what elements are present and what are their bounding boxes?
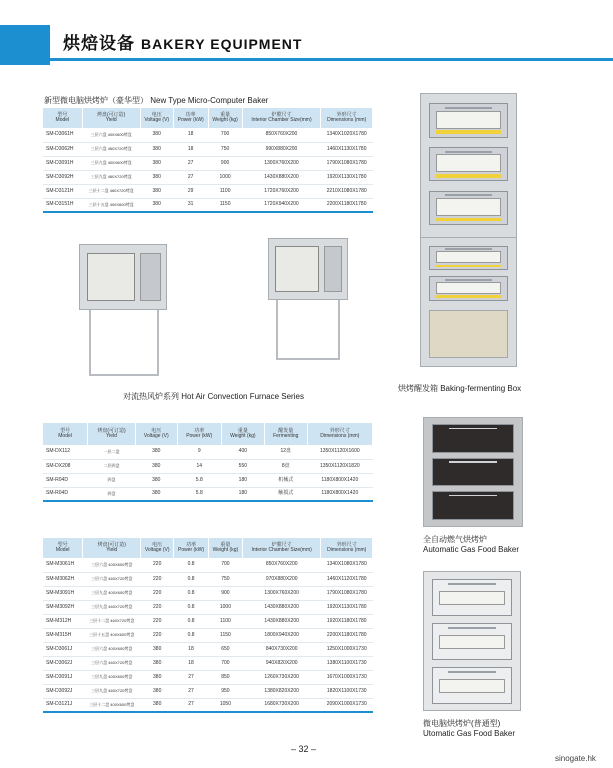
cell-yield: 三层十二盘 400X600烤盘: [83, 698, 141, 712]
cell-voltage: 380: [141, 670, 174, 684]
table-row: [43, 128, 373, 142]
column-header-cn: 外形尺寸: [336, 111, 357, 118]
cell-interior: 1720X940X200: [242, 198, 321, 212]
cell-dimensions: 1180X800X1420: [307, 473, 372, 487]
caption-micro-baker-cn: 微电脑烘烤炉(普通型): [423, 719, 501, 728]
column-header: [141, 538, 174, 558]
cell-dimensions: 1920X1180X1780: [321, 614, 373, 628]
column-header-cn: 电压: [152, 541, 163, 548]
cell-model: SM-D3151H: [43, 198, 82, 212]
column-header: [177, 423, 221, 445]
cell-model: SM-M315H: [43, 628, 83, 642]
cell-model: SM-D3092J: [43, 684, 83, 698]
table-row: [43, 459, 373, 473]
cell-interior: 970X880X200: [242, 572, 321, 586]
cell-power: 27: [174, 670, 209, 684]
image-micro-computer-baker-ordinary: [423, 571, 521, 711]
cell-power: 9: [177, 445, 221, 459]
cell-interior: 1300X760X200: [242, 586, 321, 600]
cell-weight: 700: [208, 558, 242, 572]
cell-model: SM-D3121J: [43, 698, 83, 712]
column-header-en: Power (kW): [178, 547, 205, 553]
column-header: [321, 108, 373, 128]
cell-model: SM-M3062H: [43, 572, 83, 586]
cell-power: 18: [173, 142, 208, 156]
column-header-cn: 重量: [220, 541, 231, 548]
cell-power: 27: [174, 698, 209, 712]
cell-power: 14: [177, 459, 221, 473]
cell-yield: 四盘: [88, 473, 136, 487]
cell-voltage: 380: [140, 128, 173, 142]
cell-weight: 900: [208, 586, 242, 600]
cell-voltage: 380: [140, 184, 173, 198]
cell-voltage: 380: [135, 459, 177, 473]
cell-voltage: 220: [141, 572, 174, 586]
column-header: [140, 108, 173, 128]
cell-voltage: 380: [141, 698, 174, 712]
cell-interior: 1380X820X200: [242, 684, 321, 698]
column-header: [208, 108, 242, 128]
column-header-cn: 外形尺寸: [336, 541, 357, 548]
caption-fermenting-box: 烘烤醒发箱 Baking-fermenting Box: [398, 384, 522, 393]
cell-yield: 四盘: [88, 487, 136, 501]
cell-weight: 550: [221, 459, 264, 473]
cell-yield: 三层十二盘 460X720烤盘: [82, 184, 140, 198]
column-header-en: Voltage (V): [144, 117, 170, 123]
table-row: [43, 142, 373, 156]
cell-yield: 三层九盘 400X600烤盘: [83, 586, 141, 600]
column-header-en: Fermenting: [273, 433, 299, 439]
image-deck-oven-1: [420, 93, 517, 251]
page-title-en: BAKERY EQUIPMENT: [141, 36, 303, 52]
cell-weight: 700: [208, 128, 242, 142]
cell-yield: 三层六盘 460X720烤盘: [82, 142, 140, 156]
column-header-en: Voltage (V): [143, 433, 169, 439]
cell-model: SM-D3062J: [43, 656, 83, 670]
cell-weight: 650: [208, 642, 242, 656]
column-header-en: Dimensions (mm): [327, 117, 367, 123]
column-header: [43, 538, 83, 558]
cell-power: 18: [174, 656, 209, 670]
cell-weight: 400: [221, 445, 264, 459]
cell-yield: 三层十五盘 400X600烤盘: [82, 198, 140, 212]
oven-deck: [432, 424, 514, 452]
cell-weight: 750: [208, 142, 242, 156]
column-header-en: Weight (kg): [230, 433, 256, 439]
cell-power: 5.8: [177, 473, 221, 487]
column-header: [43, 108, 82, 128]
cell-power: 0.8: [174, 586, 209, 600]
table-header-row: [43, 538, 373, 558]
cell-interior: 940X820X200: [242, 656, 321, 670]
column-header-cn: 重量: [237, 427, 248, 434]
table-row: [43, 656, 373, 670]
section-title-micro-computer-baker: 新型微电脑烘烤炉（豪华型） New Type Micro-Computer Baker: [44, 96, 269, 105]
column-header-en: Power (kW): [177, 117, 204, 123]
cell-weight: 1050: [208, 698, 242, 712]
cell-weight: 900: [208, 156, 242, 170]
cell-model: SM-D3092H: [43, 170, 82, 184]
cell-dimensions: 1920X1130X1780: [321, 600, 373, 614]
image-convection-oven-2: [268, 238, 348, 300]
oven-deck: [432, 667, 513, 704]
table-row: [43, 558, 373, 572]
cell-voltage: 380: [141, 656, 174, 670]
cell-power: 18: [174, 642, 209, 656]
cell-yield: 三层九盘 400X600烤盘: [82, 156, 140, 170]
column-header-cn: 炉膛尺寸: [271, 541, 292, 548]
column-header-cn: 电压: [151, 111, 162, 118]
cell-interior: 1680X730X200: [242, 698, 321, 712]
table-general-baker: [43, 538, 373, 713]
column-header-en: Interior Chamber Size(mm): [251, 117, 312, 123]
cell-voltage: 380: [135, 445, 177, 459]
cell-interior: 1300X760X200: [242, 156, 321, 170]
table-row: [43, 586, 373, 600]
header-accent-block: [0, 25, 50, 65]
cell-yield: 一层二盘: [88, 445, 136, 459]
table-row: [43, 572, 373, 586]
table-micro-computer-baker: [43, 108, 373, 213]
cell-model: SM-M312H: [43, 614, 83, 628]
table-row: [43, 156, 373, 170]
cell-yield: 三层九盘 460X720烤盘: [83, 684, 141, 698]
cell-dimensions: 1380X1100X1730: [321, 656, 373, 670]
column-header: [221, 423, 264, 445]
table-row: [43, 600, 373, 614]
table-row: [43, 184, 373, 198]
cell-weight: 1150: [208, 628, 242, 642]
caption-gas-baker-cn: 全自动燃气烘烤炉: [423, 535, 487, 544]
cell-voltage: 220: [141, 558, 174, 572]
cell-model: SM-D3121H: [43, 184, 82, 198]
cell-voltage: 380: [140, 170, 173, 184]
cell-power: 31: [173, 198, 208, 212]
column-header-cn: 功率: [185, 111, 196, 118]
cell-weight: 700: [208, 656, 242, 670]
cell-model: SM-D3061H: [43, 128, 82, 142]
cell-model: SM-DX208: [43, 459, 88, 473]
table-row: [43, 198, 373, 212]
cell-dimensions: 1790X1080X1780: [321, 156, 373, 170]
oven-deck: [429, 191, 509, 225]
cell-voltage: 380: [140, 142, 173, 156]
page-title: [63, 29, 302, 54]
column-header-cn: 型号: [57, 541, 68, 548]
oven-deck: [432, 579, 513, 616]
cell-power: 27: [173, 156, 208, 170]
cell-weight: 1000: [208, 600, 242, 614]
table-row: [43, 473, 373, 487]
cell-dimensions: 1350X1120X1820: [307, 459, 372, 473]
column-header: [242, 538, 321, 558]
cell-weight: 750: [208, 572, 242, 586]
cell-weight: 1100: [208, 184, 242, 198]
cell-dimensions: 1920X1130X1780: [321, 170, 373, 184]
cell-dimensions: 1820X1100X1730: [321, 684, 373, 698]
column-header: [43, 423, 88, 445]
cell-interior: 1430X880X200: [242, 170, 321, 184]
fermenting-cabinet: [429, 310, 509, 359]
column-header-cn: 型号: [60, 427, 71, 434]
image-gas-food-baker: [423, 417, 523, 527]
oven-deck: [429, 276, 509, 300]
column-header: [242, 108, 321, 128]
table-header-row: [43, 423, 373, 445]
column-header: [88, 423, 136, 445]
cell-power: 5.8: [177, 487, 221, 501]
column-header-en: Voltage (V): [144, 547, 170, 553]
cell-model: SM-R04D: [43, 473, 88, 487]
table-row: [43, 614, 373, 628]
page-title-cn: 烘焙设备: [63, 34, 135, 53]
column-header-cn: 炉膛尺寸: [271, 111, 292, 118]
column-header-cn: 外形尺寸: [329, 427, 350, 434]
caption-micro-baker-en: Utomatic Gas Food Baker: [423, 729, 516, 738]
cell-model: SM-D3091J: [43, 670, 83, 684]
cell-interior: 1260X730X200: [242, 670, 321, 684]
column-header-en: Yield: [105, 117, 117, 123]
cell-voltage: 220: [141, 586, 174, 600]
cell-yield: 三层六盘 460X720烤盘: [83, 656, 141, 670]
cell-weight: 950: [208, 684, 242, 698]
cell-weight: 1100: [208, 614, 242, 628]
column-header: [174, 538, 209, 558]
cell-power: 18: [173, 128, 208, 142]
oven-deck: [429, 147, 509, 181]
image-baking-fermenting-box: [420, 237, 517, 367]
column-header: [321, 538, 373, 558]
cell-interior: 1720X760X200: [242, 184, 321, 198]
cell-power: 0.8: [174, 572, 209, 586]
cell-power: 0.8: [174, 614, 209, 628]
image-convection-rack-2: [276, 300, 340, 360]
table-row: [43, 170, 373, 184]
cell-interior: 850X760X200: [242, 558, 321, 572]
site-watermark: sinogate.hk: [555, 754, 596, 763]
cell-interior: 1430X880X200: [242, 600, 321, 614]
cell-fermenting: 机械式: [264, 473, 307, 487]
cell-power: 27: [174, 684, 209, 698]
cell-yield: 三层六盘 460X720烤盘: [83, 572, 141, 586]
column-header-en: Power (kW): [186, 433, 213, 439]
caption-gas-baker-en: Automatic Gas Food Baker: [423, 545, 520, 554]
column-header-en: Interior Chamber Size(mm): [251, 547, 312, 553]
cell-dimensions: 1250X1000X1730: [321, 642, 373, 656]
column-header: [83, 538, 141, 558]
image-convection-oven-1: [79, 244, 167, 310]
column-header-cn: 烤盘(可订造): [97, 427, 126, 434]
table-row: [43, 628, 373, 642]
cell-voltage: 380: [135, 473, 177, 487]
cell-dimensions: 1340X1080X1780: [321, 558, 373, 572]
cell-dimensions: 2090X1000X1730: [321, 698, 373, 712]
cell-voltage: 220: [141, 614, 174, 628]
column-header-en: Model: [58, 433, 72, 439]
cell-voltage: 380: [140, 156, 173, 170]
oven-deck: [432, 458, 514, 486]
column-header: [264, 423, 307, 445]
header-rule: [50, 58, 613, 61]
cell-dimensions: 1340X1020X1780: [321, 128, 373, 142]
cell-interior: 840X730X200: [242, 642, 321, 656]
cell-model: SM-D3091H: [43, 156, 82, 170]
table-row: [43, 684, 373, 698]
column-header-en: Weight (kg): [212, 117, 238, 123]
cell-interior: 990X880X200: [242, 142, 321, 156]
cell-yield: 二层四盘: [88, 459, 136, 473]
oven-deck: [432, 623, 513, 660]
table-row: [43, 642, 373, 656]
cell-voltage: 380: [135, 487, 177, 501]
cell-weight: 1000: [208, 170, 242, 184]
cell-voltage: 380: [141, 684, 174, 698]
cell-weight: 180: [221, 473, 264, 487]
cell-model: SM-D3061J: [43, 642, 83, 656]
cell-yield: 三层六盘 400X600烤盘: [83, 558, 141, 572]
cell-yield: 三层十五盘 400X600烤盘: [83, 628, 141, 642]
column-header: [307, 423, 372, 445]
column-header-en: Dimensions (mm): [320, 433, 360, 439]
cell-model: SM-R04D: [43, 487, 88, 501]
cell-fermenting: 12盘: [264, 445, 307, 459]
caption-convection-series: 对流热风炉系列 Hot Air Convection Furnace Series: [123, 392, 304, 401]
cell-dimensions: 1790X1080X1780: [321, 586, 373, 600]
column-header-cn: 烤盘(可订造): [97, 111, 126, 118]
cell-dimensions: 1350X1120X1600: [307, 445, 372, 459]
cell-voltage: 380: [140, 198, 173, 212]
column-header-cn: 功率: [186, 541, 197, 548]
cell-model: SM-D3062H: [43, 142, 82, 156]
column-header-cn: 醒发量: [278, 427, 294, 434]
cell-fermenting: 触摸式: [264, 487, 307, 501]
cell-power: 0.8: [174, 600, 209, 614]
table-row: [43, 698, 373, 712]
oven-deck: [432, 491, 514, 519]
cell-dimensions: 1670X1000X1730: [321, 670, 373, 684]
cell-voltage: 220: [141, 600, 174, 614]
page-number: – 32 –: [291, 744, 317, 754]
cell-yield: 三层九盘 460X720烤盘: [83, 600, 141, 614]
cell-voltage: 380: [141, 642, 174, 656]
cell-interior: 1430X880X200: [242, 614, 321, 628]
image-convection-rack-1: [89, 310, 159, 376]
column-header-en: Yield: [106, 547, 118, 553]
cell-yield: 三层九盘 460X720烤盘: [82, 170, 140, 184]
cell-model: SM-DX112: [43, 445, 88, 459]
cell-weight: 180: [221, 487, 264, 501]
table-fermenting-box: [43, 423, 373, 502]
column-header-cn: 型号: [57, 111, 68, 118]
column-header: [82, 108, 140, 128]
column-header-en: Model: [55, 547, 70, 553]
cell-weight: 850: [208, 670, 242, 684]
cell-power: 0.8: [174, 628, 209, 642]
column-header-cn: 烤盘(可订造): [97, 541, 126, 548]
cell-yield: 三层六盘 400X600烤盘: [83, 642, 141, 656]
table-header-row: [43, 108, 373, 128]
cell-model: SM-M3061H: [43, 558, 83, 572]
cell-dimensions: 1460X1130X1780: [321, 142, 373, 156]
cell-dimensions: 1180X800X1420: [307, 487, 372, 501]
cell-interior: 1800X940X200: [242, 628, 321, 642]
table-row: [43, 487, 373, 501]
cell-dimensions: 2210X1080X1780: [321, 184, 373, 198]
cell-power: 29: [173, 184, 208, 198]
cell-model: SM-M3091H: [43, 586, 83, 600]
column-header-cn: 电压: [151, 427, 162, 434]
cell-dimensions: 1460X1120X1780: [321, 572, 373, 586]
column-header-en: Yield: [106, 433, 117, 439]
column-header-en: Weight (kg): [212, 547, 239, 553]
column-header: [208, 538, 242, 558]
cell-fermenting: 8盘: [264, 459, 307, 473]
cell-yield: 三层六盘 400X600烤盘: [82, 128, 140, 142]
table-row: [43, 445, 373, 459]
column-header-cn: 重量: [220, 111, 231, 118]
column-header-en: Dimensions (mm): [327, 547, 367, 553]
cell-dimensions: 2200X1180X1780: [321, 198, 373, 212]
cell-model: SM-M3092H: [43, 600, 83, 614]
cell-voltage: 220: [141, 628, 174, 642]
cell-dimensions: 2200X1180X1780: [321, 628, 373, 642]
cell-power: 27: [173, 170, 208, 184]
cell-yield: 三层九盘 400X600烤盘: [83, 670, 141, 684]
column-header-en: Model: [55, 117, 70, 123]
oven-deck: [429, 246, 509, 270]
cell-interior: 850X760X200: [242, 128, 321, 142]
cell-yield: 三层十二盘 460X720烤盘: [83, 614, 141, 628]
column-header: [135, 423, 177, 445]
oven-deck: [429, 103, 509, 137]
column-header-cn: 功率: [194, 427, 205, 434]
cell-weight: 1150: [208, 198, 242, 212]
table-row: [43, 670, 373, 684]
column-header: [173, 108, 208, 128]
cell-power: 0.8: [174, 558, 209, 572]
